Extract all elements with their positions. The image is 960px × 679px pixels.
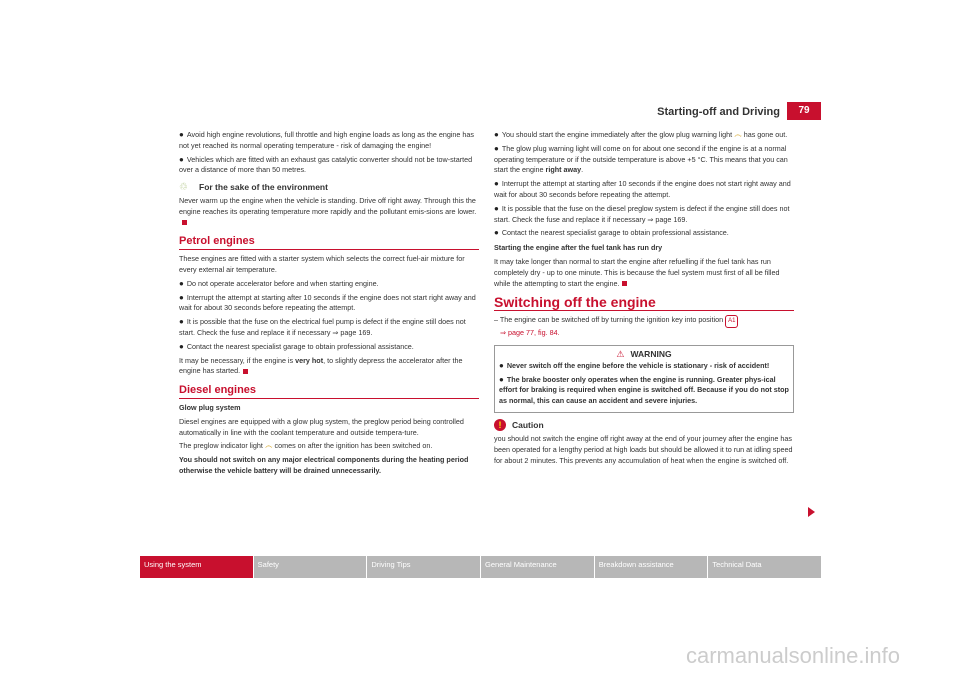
list-item: ● The glow plug warning light will come on for about one second if the engine is at a normal operating temperature or if the outside temperature is above +5 °C. This means that you can start the engine right away.	[494, 143, 788, 175]
tab-breakdown-assistance[interactable]: Breakdown assistance	[595, 556, 708, 578]
ignition-position-icon: A1	[725, 315, 738, 328]
petrol-hot-note: It may be necessary, if the engine is very hot, to slightly depress the accelerator after the engine has started.	[179, 355, 463, 376]
section-title-petrol: Petrol engines	[179, 236, 479, 250]
glow-plug-icon: ෴	[734, 130, 742, 139]
right-column	[494, 130, 794, 470]
list-item: ● Interrupt the attempt at starting after 10 seconds if the engine does not start right away and wait for about 30 seconds before repeating the attempt.	[179, 292, 476, 313]
caution-text: you should not switch the engine off right away at the end of your journey after the engine has been operated for a lengthy period at high loads but should be allowed it to run at idling speed for about 2 minutes. This prevents any accumulation of heat when the engine is switched off.	[494, 434, 793, 465]
fuel-runout-text: It may take longer than normal to start the engine after refuelling if the fuel tank has run completely dry - up to one minute. This is because the fuel system must first of all be filled while the attempting to start the engine.	[494, 256, 780, 288]
list-item: ● It is possible that the fuse on the electrical fuel pump is defect if the engine still does not start. Check the fuse and replace it if necessary ⇒ page 169.	[179, 317, 466, 337]
list-item: ● The brake booster only operates when the engine is running. Greater phys-ical effort for braking is required when engine is switched off. Because if you do not stop as normal, this can cause an accident and severe injuries.	[499, 374, 789, 405]
page-reference-link[interactable]: ⇒ page 77, fig. 84.	[500, 327, 560, 337]
list-item: ● Vehicles which are fitted with an exhaust gas catalytic converter should not be tow-started over a distance of more than 50 metres.	[179, 154, 473, 175]
end-mark-icon	[243, 369, 248, 374]
environment-text: Never warm up the engine when the vehicle is standing. Drive off right away. Through this the engine reaches its operating temperature more rapidly and the pollutant emis-sions are lower.	[179, 196, 479, 228]
bullet-icon: ●	[179, 130, 184, 139]
bullet-icon: ●	[494, 203, 499, 213]
glow-plug-subtitle: Glow plug system	[179, 402, 241, 412]
tab-driving-tips[interactable]: Driving Tips	[367, 556, 480, 578]
warning-triangle-icon: ⚠	[616, 348, 625, 359]
bullet-icon: ●	[179, 317, 184, 327]
preglow-warning: You should not switch on any major electrical components during the heating period otherwise the vehicle battery will be drained unnecessarily.	[179, 455, 469, 475]
bullet-icon: ●	[179, 292, 184, 302]
list-item: ● Contact the nearest specialist garage to obtain professional assistance.	[179, 341, 414, 351]
watermark: carmanualsonline.info	[685, 643, 900, 668]
caution-icon: !	[494, 419, 506, 431]
list-item: ● You should start the engine immediately after the glow plug warning light ෴ has gone out.	[494, 130, 788, 139]
tab-general-maintenance[interactable]: General Maintenance	[481, 556, 594, 578]
tab-technical-data[interactable]: Technical Data	[708, 556, 821, 578]
list-item: ● Do not operate accelerator before and when starting engine.	[179, 278, 379, 288]
list-item: ● Avoid high engine revolutions, full throttle and high engine loads as long as the engine has not yet reached its normal operating temperature - risk of damaging the engine!	[179, 130, 475, 150]
next-page-arrow-icon[interactable]	[808, 507, 815, 517]
section-title-switch-off: Switching off the engine	[494, 297, 794, 311]
fuel-runout-subtitle: Starting the engine after the fuel tank has run dry	[494, 243, 663, 253]
bullet-icon: ●	[494, 130, 499, 139]
bullet-icon: ●	[179, 278, 184, 288]
tab-using-the-system[interactable]: Using the system	[140, 556, 253, 578]
bullet-icon: ●	[494, 143, 499, 153]
tab-safety[interactable]: Safety	[254, 556, 367, 578]
bullet-icon: ●	[179, 154, 184, 164]
end-mark-icon	[622, 281, 627, 286]
list-item: ● Contact the nearest specialist garage to obtain professional assistance.	[494, 228, 729, 238]
glow-plug-icon: ෴	[264, 441, 273, 451]
bullet-icon: ●	[499, 374, 504, 384]
switch-off-step: – The engine can be switched off by turning the ignition key into position A1 ⇒ page 77, fig. 84.	[494, 315, 794, 339]
footer-nav	[140, 556, 822, 578]
bullet-icon: ●	[494, 228, 499, 238]
warning-title: ⚠ WARNING	[616, 348, 672, 359]
page-header-title: Starting-off and Driving	[657, 106, 780, 118]
bullet-icon: ●	[494, 179, 499, 189]
environment-heading: ♲ For the sake of the environment	[179, 181, 328, 193]
page-number: 79	[787, 102, 821, 120]
list-item: ● Interrupt the attempt at starting after 10 seconds if the engine does not start right away and wait for about 30 seconds before repeating the attempt.	[494, 179, 791, 199]
bullet-icon: ●	[499, 361, 504, 371]
list-item: ● It is possible that the fuse on the diesel preglow system is defect if the engine still does not start. Check the fuse and replace it if necessary ⇒ page 169.	[494, 203, 790, 224]
environment-icon: ♲	[179, 181, 188, 193]
bullet-icon: ●	[179, 341, 184, 351]
list-item: ● Never switch off the engine before the vehicle is stationary - risk of accident!	[499, 361, 770, 371]
left-column	[179, 130, 479, 480]
preglow-text: The preglow indicator light ෴ comes on after the ignition has been switched on.	[179, 441, 433, 451]
glow-plug-text: Diesel engines are equipped with a glow plug system, the preglow period being controlled automatically in line with the coolant temperature and outside tempera-ture.	[179, 416, 464, 437]
caution-heading: ! Caution	[494, 419, 794, 431]
petrol-intro: These engines are fitted with a starter system which selects the correct fuel-air mixture for every external air temperature.	[179, 254, 465, 274]
section-title-diesel: Diesel engines	[179, 385, 479, 399]
warning-box	[494, 345, 794, 414]
end-mark-icon	[182, 220, 187, 225]
